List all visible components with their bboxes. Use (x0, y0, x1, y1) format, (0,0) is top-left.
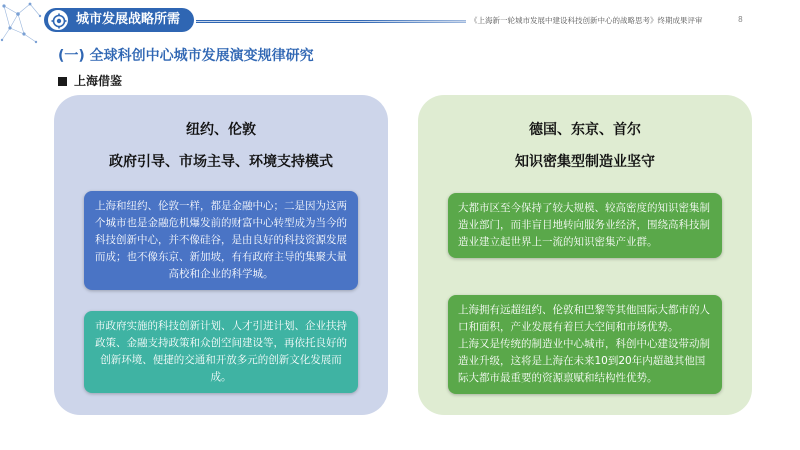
page-number: 8 (738, 15, 743, 24)
right-panel (418, 95, 752, 415)
right-card-2 (448, 295, 722, 394)
right-panel-heading-2: 知识密集型制造业坚守 (515, 154, 655, 170)
subsection-title: 上海借鉴 (74, 74, 123, 88)
bullet-square-icon (58, 77, 67, 86)
right-card-1: 大都市区至今保持了较大规模、较高密度的知识密集制造业部门，而非盲目地转向服务业经济，围绕高科技制造业建立起世界上一流的知识密集产业群。 (448, 193, 722, 258)
document-title: 《上海新一轮城市发展中建设科技创新中心的战略思考》终期成果评审 (470, 16, 703, 25)
left-panel (54, 95, 388, 415)
left-panel-heading-2: 政府引导、市场主导、环境支持模式 (109, 154, 333, 170)
left-panel-heading-1: 纽约、伦敦 (186, 122, 256, 138)
right-panel-heading-1: 德国、东京、首尔 (529, 122, 641, 138)
header-divider (196, 20, 466, 23)
left-card-2: 市政府实施的科技创新计划、人才引进计划、企业扶持政策、金融支持政策和众创空间建设等，再依托良好的创新环境、便捷的交通和开放多元的创新文化发展而成。 (84, 311, 358, 393)
right-card-2-paragraph-1: 上海拥有远超纽约、伦敦和巴黎等其他国际大都市的人口和面积，产业发展有着巨大空间和市场优势。 (458, 304, 710, 333)
right-card-2-paragraph-2: 上海又是传统的制造业中心城市，科创中心建设带动制造业升级，这将是上海在未来10到20年内超越其他国际大都市最重要的资源禀赋和结构性优势。 (458, 338, 710, 384)
gear-globe-icon (46, 8, 70, 32)
left-card-1: 上海和纽约、伦敦一样，都是金融中心；二是因为这两个城市也是金融危机爆发前的财富中心转型成为当今的科技创新中心，并不像硅谷，是由良好的科技资源发展而成；也不像东京、新加坡，有有政府主导的集聚大量高校和企业的科学城。 (84, 191, 358, 290)
section-title: (一) 全球科创中心城市发展演变规律研究 (58, 48, 314, 64)
section-label: 城市发展战略所需 (44, 8, 194, 32)
